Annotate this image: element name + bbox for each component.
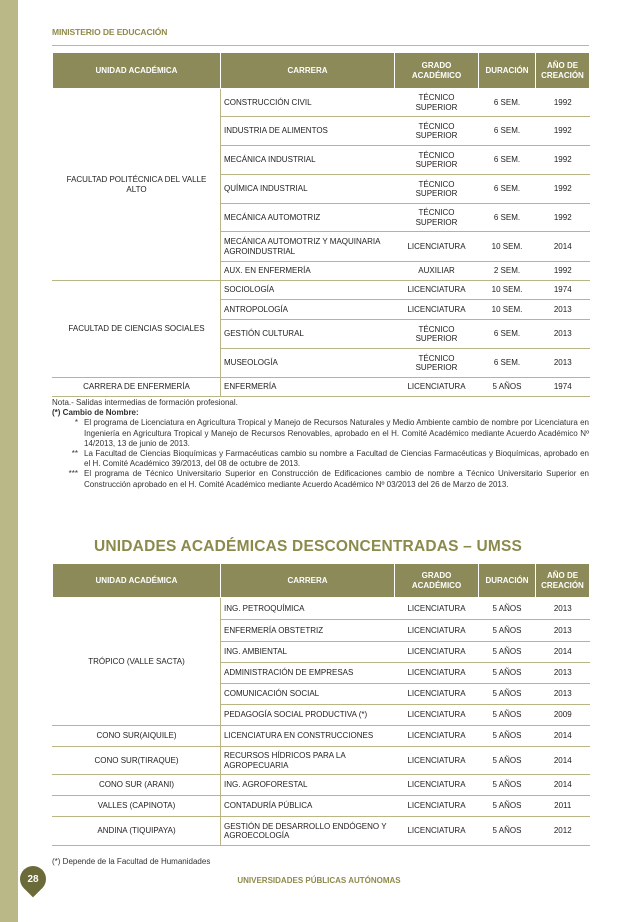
cell-carrera: ING. AMBIENTAL: [221, 642, 395, 663]
cell-duracion: 5 AÑOS: [479, 642, 536, 663]
table-row: [53, 796, 590, 817]
cell-unidad: CARRERA DE ENFERMERÍA: [53, 378, 221, 397]
note-text: El programa de Licenciatura en Agricultura Tropical y Manejo de Recursos Naturales y Medio Ambiente cambio de nombre por Licenciatura en Ingeniería en Agricultura Tropical y Manejo de Recursos Renovables, aprobado en el H. Comité Académico mediante Acuerdo Académico Nº 14/2013, 13 de junio de 2013.: [84, 418, 589, 448]
cell-duracion: 6 SEM.: [479, 175, 536, 204]
cell-carrera: COMUNICACIÓN SOCIAL: [221, 684, 395, 705]
cell-duracion: 5 AÑOS: [479, 796, 536, 817]
side-decoration-bar: [0, 0, 18, 922]
table-row: [53, 378, 590, 397]
cell-duracion: 10 SEM.: [479, 281, 536, 300]
cell-grado: LICENCIATURA: [395, 747, 479, 775]
header-carrera: CARRERA: [221, 53, 395, 89]
cell-anio: 1974: [536, 281, 590, 300]
header-unidad: UNIDAD ACADÉMICA: [53, 564, 221, 598]
cell-duracion: 10 SEM.: [479, 232, 536, 262]
cell-unidad: ANDINA (TIQUIPAYA): [53, 817, 221, 846]
header-anio: AÑO DE CREACIÓN: [536, 53, 590, 89]
cell-anio: 1974: [536, 378, 590, 397]
table-row: [53, 281, 590, 300]
cell-duracion: 6 SEM.: [479, 89, 536, 117]
cell-anio: 1992: [536, 117, 590, 146]
cell-grado: TÉCNICO SUPERIOR: [395, 320, 479, 349]
cell-anio: 1992: [536, 262, 590, 281]
cell-duracion: 5 AÑOS: [479, 705, 536, 726]
table-row: [53, 747, 590, 775]
cell-carrera: CONTADURÍA PÚBLICA: [221, 796, 395, 817]
cell-duracion: 5 AÑOS: [479, 663, 536, 684]
note-mark: **: [71, 449, 78, 459]
cell-duracion: 5 AÑOS: [479, 775, 536, 796]
page-number: 28: [27, 873, 39, 885]
header-duracion: DURACIÓN: [479, 564, 536, 598]
cell-anio: 2013: [536, 663, 590, 684]
cell-grado: LICENCIATURA: [395, 300, 479, 320]
page-header: MINISTERIO DE EDUCACIÓN: [52, 27, 168, 37]
cell-anio: 2012: [536, 817, 590, 846]
cell-anio: 2014: [536, 642, 590, 663]
cell-anio: 2009: [536, 705, 590, 726]
cell-carrera: ENFERMERÍA: [221, 378, 395, 397]
cell-carrera: ENFERMERÍA OBSTETRIZ: [221, 620, 395, 642]
header-divider: [52, 45, 589, 46]
header-duracion: DURACIÓN: [479, 53, 536, 89]
cell-anio: 2013: [536, 620, 590, 642]
cell-duracion: 5 AÑOS: [479, 620, 536, 642]
cell-carrera: ING. AGROFORESTAL: [221, 775, 395, 796]
cell-unidad: VALLES (CAPINOTA): [53, 796, 221, 817]
note-item: [52, 418, 589, 449]
cell-duracion: 6 SEM.: [479, 349, 536, 378]
note-intermediate: Nota.- Salidas intermedias de formación profesional.: [52, 398, 238, 407]
cell-carrera: ANTROPOLOGÍA: [221, 300, 395, 320]
cell-duracion: 6 SEM.: [479, 320, 536, 349]
cell-carrera: MECÁNICA INDUSTRIAL: [221, 146, 395, 175]
note-mark: *: [74, 418, 78, 428]
cell-grado: LICENCIATURA: [395, 775, 479, 796]
cell-duracion: 5 AÑOS: [479, 726, 536, 747]
table-row: [53, 817, 590, 846]
table-row: [53, 726, 590, 747]
cell-anio: 1992: [536, 146, 590, 175]
cell-carrera: LICENCIATURA EN CONSTRUCCIONES: [221, 726, 395, 747]
cell-unidad: FACULTAD POLITÉCNICA DEL VALLE ALTO: [53, 89, 221, 281]
cell-anio: 2014: [536, 232, 590, 262]
cell-anio: 2013: [536, 320, 590, 349]
cell-duracion: 6 SEM.: [479, 146, 536, 175]
cell-grado: LICENCIATURA: [395, 620, 479, 642]
cell-anio: 1992: [536, 204, 590, 232]
cell-duracion: 5 AÑOS: [479, 684, 536, 705]
notes-block: [52, 398, 589, 490]
cell-duracion: 5 AÑOS: [479, 817, 536, 846]
cell-anio: 2013: [536, 684, 590, 705]
cell-anio: 2014: [536, 747, 590, 775]
cell-carrera: CONSTRUCCIÓN CIVIL: [221, 89, 395, 117]
footer-title: UNIVERSIDADES PÚBLICAS AUTÓNOMAS: [237, 876, 401, 885]
table-header-row: [53, 564, 590, 598]
note-text: La Facultad de Ciencias Bioquímicas y Farmacéuticas cambio su nombre a Facultad de Ciencias Farmacéuticas y Bioquímicas, aprobado en el H. Comité Académico 39/2013, del 08 de octubre de 2013.: [84, 449, 589, 469]
cell-duracion: 10 SEM.: [479, 300, 536, 320]
note-item: [52, 449, 589, 469]
cell-grado: LICENCIATURA: [395, 663, 479, 684]
cell-anio: 2013: [536, 598, 590, 620]
cell-grado: TÉCNICO SUPERIOR: [395, 146, 479, 175]
note-name-change-title: (*) Cambio de Nombre:: [52, 408, 139, 418]
footnote: (*) Depende de la Facultad de Humanidades: [52, 857, 211, 866]
table-body: [53, 598, 590, 846]
cell-grado: TÉCNICO SUPERIOR: [395, 175, 479, 204]
cell-grado: LICENCIATURA: [395, 232, 479, 262]
cell-carrera: AUX. EN ENFERMERÍA: [221, 262, 395, 281]
section-title: UNIDADES ACADÉMICAS DESCONCENTRADAS – UMSS: [94, 538, 523, 555]
cell-carrera: PEDAGOGÍA SOCIAL PRODUCTIVA (*): [221, 705, 395, 726]
cell-carrera: QUÍMICA INDUSTRIAL: [221, 175, 395, 204]
note-item: [52, 469, 589, 489]
cell-carrera: ING. PETROQUÍMICA: [221, 598, 395, 620]
header-anio: AÑO DE CREACIÓN: [536, 564, 590, 598]
cell-grado: LICENCIATURA: [395, 281, 479, 300]
cell-unidad: TRÓPICO (VALLE SACTA): [53, 598, 221, 726]
cell-anio: 2013: [536, 300, 590, 320]
cell-grado: TÉCNICO SUPERIOR: [395, 204, 479, 232]
cell-grado: LICENCIATURA: [395, 598, 479, 620]
cell-carrera: GESTIÓN DE DESARROLLO ENDÓGENO Y AGROECOLOGÍA: [221, 817, 395, 846]
cell-anio: 1992: [536, 89, 590, 117]
note-mark: ***: [68, 469, 78, 479]
cell-grado: TÉCNICO SUPERIOR: [395, 117, 479, 146]
cell-carrera: ADMINISTRACIÓN DE EMPRESAS: [221, 663, 395, 684]
cell-grado: AUXILIAR: [395, 262, 479, 281]
cell-carrera: MUSEOLOGÍA: [221, 349, 395, 378]
cell-anio: 2011: [536, 796, 590, 817]
cell-unidad: CONO SUR(TIRAQUE): [53, 747, 221, 775]
academic-units-table: [52, 52, 590, 397]
cell-grado: LICENCIATURA: [395, 726, 479, 747]
cell-carrera: GESTIÓN CULTURAL: [221, 320, 395, 349]
cell-unidad: FACULTAD DE CIENCIAS SOCIALES: [53, 281, 221, 378]
cell-grado: LICENCIATURA: [395, 705, 479, 726]
header-unidad: UNIDAD ACADÉMICA: [53, 53, 221, 89]
cell-carrera: INDUSTRIA DE ALIMENTOS: [221, 117, 395, 146]
cell-grado: LICENCIATURA: [395, 642, 479, 663]
cell-duracion: 6 SEM.: [479, 117, 536, 146]
header-grado: GRADO ACADÉMICO: [395, 53, 479, 89]
cell-carrera: SOCIOLOGÍA: [221, 281, 395, 300]
note-text: El programa de Técnico Universitario Superior en Construcción de Edificaciones cambio de nombre a Técnico Universitario Superior en Construcción aprobado en el H. Comité Académico mediante Acuerdo Académico Nº 03/2013 del 26 de Marzo de 2013.: [84, 469, 589, 489]
table-row: [53, 775, 590, 796]
cell-anio: 1992: [536, 175, 590, 204]
cell-duracion: 5 AÑOS: [479, 598, 536, 620]
cell-duracion: 5 AÑOS: [479, 747, 536, 775]
cell-carrera: MECÁNICA AUTOMOTRIZ: [221, 204, 395, 232]
cell-grado: TÉCNICO SUPERIOR: [395, 349, 479, 378]
table-body: [53, 89, 590, 397]
header-carrera: CARRERA: [221, 564, 395, 598]
cell-grado: LICENCIATURA: [395, 378, 479, 397]
cell-unidad: CONO SUR (ARANI): [53, 775, 221, 796]
cell-grado: TÉCNICO SUPERIOR: [395, 89, 479, 117]
cell-anio: 2014: [536, 726, 590, 747]
cell-duracion: 2 SEM.: [479, 262, 536, 281]
cell-grado: LICENCIATURA: [395, 684, 479, 705]
cell-grado: LICENCIATURA: [395, 817, 479, 846]
cell-anio: 2014: [536, 775, 590, 796]
decentralized-units-table: [52, 563, 590, 846]
header-grado: GRADO ACADÉMICO: [395, 564, 479, 598]
cell-duracion: 6 SEM.: [479, 204, 536, 232]
table-row: [53, 598, 590, 620]
cell-grado: LICENCIATURA: [395, 796, 479, 817]
cell-carrera: RECURSOS HÍDRICOS PARA LA AGROPECUARIA: [221, 747, 395, 775]
cell-unidad: CONO SUR(AIQUILE): [53, 726, 221, 747]
cell-duracion: 5 AÑOS: [479, 378, 536, 397]
cell-carrera: MECÁNICA AUTOMOTRIZ Y MAQUINARIA AGROINDUSTRIAL: [221, 232, 395, 262]
table-header-row: [53, 53, 590, 89]
table-row: [53, 89, 590, 117]
cell-anio: 2013: [536, 349, 590, 378]
